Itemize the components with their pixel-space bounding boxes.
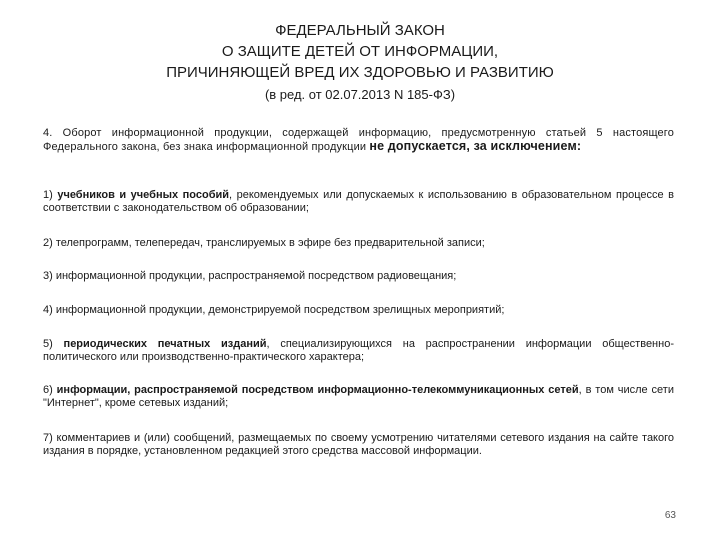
list-item-1-bold: учебников и учебных пособий bbox=[57, 189, 230, 201]
intro-emphasis: не допускается, за исключением: bbox=[369, 139, 582, 153]
list-item-2: 2) телепрограмм, телепередач, транслируемых в эфире без предварительной записи; bbox=[43, 237, 485, 249]
document-header bbox=[0, 20, 720, 104]
list-item-1-number: 1) bbox=[43, 189, 58, 201]
list-item-1-text: , рекомендуемых или допускаемых к использованию в образовательном процессе в соответствии с законодательством об образовании; bbox=[43, 189, 674, 214]
list-item-4: 4) информационной продукции, демонстрируемой посредством зрелищных мероприятий; bbox=[43, 304, 505, 316]
list-item-7: 7) комментариев и (или) сообщений, размещаемых по своему усмотрению читателями сетевого издания на сайте такого издания в порядке, установленном редакцией этого средства массовой информации. bbox=[43, 432, 674, 457]
intro-paragraph bbox=[43, 127, 674, 154]
list-item-5-number: 5) bbox=[43, 338, 64, 350]
law-title-line-3: ПРИЧИНЯЮЩЕЙ ВРЕД ИХ ЗДОРОВЬЮ И РАЗВИТИЮ bbox=[166, 64, 554, 81]
law-title-line-1: ФЕДЕРАЛЬНЫЙ ЗАКОН bbox=[275, 22, 445, 39]
list-item-6-text: , в том числе сети "Интернет", кроме сетевых изданий; bbox=[43, 384, 674, 409]
list-item-1 bbox=[43, 189, 674, 215]
list-item-5-bold: периодических печатных изданий bbox=[63, 338, 267, 350]
law-revision-subtitle: (в ред. от 02.07.2013 N 185-ФЗ) bbox=[264, 87, 456, 102]
law-title-line-2: О ЗАЩИТЕ ДЕТЕЙ ОТ ИНФОРМАЦИИ, bbox=[221, 43, 499, 60]
list-item-3: 3) информационной продукции, распространяемой посредством радиовещания; bbox=[43, 270, 457, 282]
list-item-6 bbox=[43, 384, 674, 410]
list-item-6-bold: информации, распространяемой посредством информационно-телекоммуникационных сетей bbox=[56, 384, 579, 396]
intro-text: 4. Оборот информационной продукции, содержащей информацию, предусмотренную статьей 5 настоящего Федерального закона, без знака информационной продукции bbox=[43, 127, 674, 153]
list-item-5 bbox=[43, 338, 674, 364]
list-item-5-text: , специализирующихся на распространении информации общественно-политического или производственно-практического характера; bbox=[43, 338, 674, 363]
list-item-6-number: 6) bbox=[43, 384, 57, 396]
page-number: 63 bbox=[664, 510, 676, 521]
